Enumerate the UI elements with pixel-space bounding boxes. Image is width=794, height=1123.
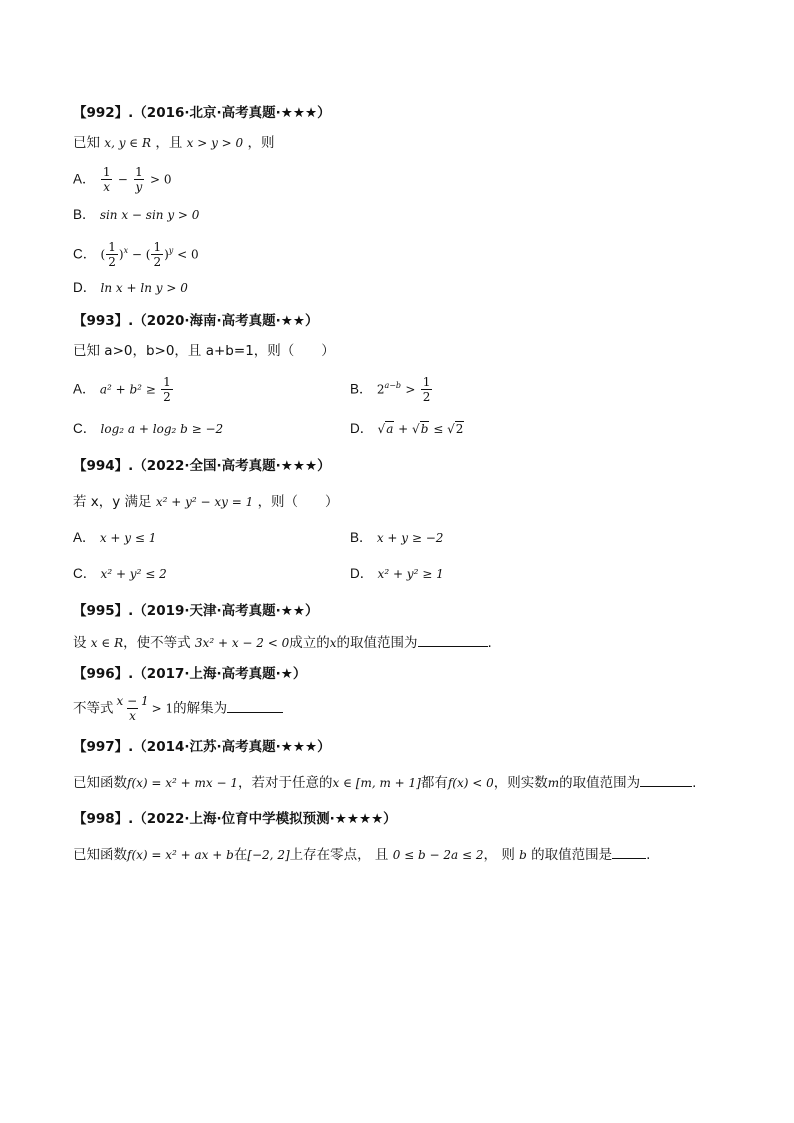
numerator: 1 (102, 165, 111, 179)
question-992-header: 【992】.（2016·北京·高考真题·★★★） (73, 105, 331, 121)
denominator: 2 (163, 390, 171, 404)
numerator: 1 (135, 165, 143, 179)
math-expression: x + y ≥ −2 (376, 531, 444, 545)
option-c (73, 420, 223, 438)
option-label: A． (73, 171, 96, 187)
numerator: 1 (108, 240, 116, 254)
question-994-header: 【994】.（2022·全国·高考真题·★★★） (73, 458, 331, 474)
stem-math: 0 ≤ b − 2a ≤ 2 (392, 848, 484, 862)
stem-math: f(x) = x² + ax + b (127, 848, 234, 862)
question-992-stem (73, 134, 274, 152)
stem-math: x² + y² − xy = 1 (155, 495, 254, 509)
numerator: 1 (153, 240, 162, 254)
math-expression: x² + y² ≤ 2 (100, 567, 167, 581)
option-label: A． (73, 530, 96, 545)
paren: ) (118, 247, 124, 262)
stem-math: f(x) < 0 (447, 776, 494, 790)
question-994-stem (73, 493, 339, 511)
stem-text: 的取值范围为 (559, 775, 641, 791)
math-operator: − (117, 172, 128, 187)
stem-text: ， 则 (483, 847, 515, 863)
paren: ) (164, 247, 169, 262)
sqrt-sign: √ (412, 422, 420, 436)
question-998-stem (73, 846, 650, 864)
exponent: y (168, 246, 174, 255)
option-a (73, 375, 174, 404)
sqrt-sign: √ (377, 422, 386, 436)
stem-math: x (329, 636, 337, 650)
option-d (350, 565, 444, 583)
stem-math: x ∈ [m, m + 1] (332, 776, 421, 790)
math-operator: > (405, 382, 416, 397)
option-c (73, 565, 167, 583)
option-label: B． (350, 381, 373, 397)
option-a (73, 529, 156, 547)
stem-math: m (547, 776, 560, 790)
numerator: 1 (163, 375, 171, 389)
sqrt-radicand: 2 (455, 422, 464, 436)
stem-text: 的取值范围为 (336, 635, 418, 651)
math-expression: a² + b² ≥ (99, 382, 156, 397)
question-996-header: 【996】.（2017·上海·高考真题·★） (73, 666, 307, 682)
stem-math: 3x² + x − 2 < 0 (194, 636, 290, 650)
stem-text: . (487, 635, 492, 651)
fraction (106, 240, 118, 269)
stem-text: ，则实数 (493, 775, 548, 791)
stem-math: x > y > 0 (186, 136, 244, 150)
denominator: y (135, 180, 143, 194)
exponent: x (123, 246, 129, 255)
exponent: a−b (384, 381, 402, 390)
question-993-header: 【993】.（2020·海南·高考真题·★★） (73, 313, 319, 329)
stem-text: ，则 (247, 135, 275, 151)
fraction (151, 240, 163, 269)
fraction (161, 375, 173, 404)
math-base: 2 (376, 382, 385, 397)
stem-text: ，使不等式 (123, 635, 191, 651)
option-b (350, 375, 433, 404)
option-label: C． (73, 566, 97, 581)
stem-text: 设 (73, 635, 87, 651)
question-995-stem (73, 634, 492, 652)
stem-text: 若 x，y 满足 (73, 494, 152, 510)
option-label: C． (73, 246, 97, 262)
denominator: x (103, 180, 111, 194)
option-d (350, 420, 464, 438)
math-expression: < 0 (173, 247, 199, 262)
option-label: C． (73, 421, 97, 436)
stem-text: 不等式 (73, 700, 114, 717)
stem-math: x ∈ R (90, 636, 124, 650)
option-b (350, 529, 443, 547)
fraction (101, 165, 113, 194)
question-998-header: 【998】.（2022·上海·位育中学模拟预测·★★★★） (73, 811, 397, 827)
fraction (421, 375, 433, 404)
fraction (115, 694, 151, 723)
math-expression: > 1 (151, 701, 174, 716)
sqrt-radicand: a (386, 422, 394, 436)
option-label: B． (73, 207, 96, 222)
sqrt-radicand: b (420, 422, 429, 436)
stem-text: 的取值范围是 (531, 847, 613, 863)
answer-blank (640, 774, 692, 787)
question-993-stem: 已知 a>0，b>0，且 a+b=1，则（ ） (73, 343, 335, 359)
stem-text: 已知函数 (73, 847, 127, 863)
math-expression: x + y ≤ 1 (99, 531, 157, 545)
paren: ( (100, 247, 106, 262)
option-a (73, 165, 172, 194)
math-expression: > 0 (150, 172, 172, 187)
stem-text: 已知函数 (73, 775, 127, 791)
math-expression: x² + y² ≥ 1 (377, 567, 444, 581)
question-997-stem (73, 774, 696, 792)
option-c (73, 240, 199, 269)
stem-math: f(x) = x² + mx − 1 (127, 776, 238, 790)
math-expression: sin x − sin y > 0 (99, 208, 200, 222)
denominator: 2 (108, 255, 116, 269)
denominator: 2 (153, 255, 162, 269)
numerator: 1 (422, 375, 431, 389)
option-label: D． (350, 566, 374, 581)
math-operator: + (394, 422, 413, 436)
stem-math: b (519, 848, 527, 862)
stem-text: ，若对于任意的 (237, 775, 333, 791)
fraction (133, 165, 145, 194)
math-operator: ≤ (429, 422, 448, 436)
stem-text: 成立的 (289, 635, 330, 651)
answer-blank (612, 846, 646, 859)
math-expression: ln x + ln y > 0 (100, 281, 188, 295)
denominator: 2 (422, 390, 431, 404)
answer-blank (418, 634, 488, 647)
stem-text: 在 (233, 847, 248, 863)
option-label: A． (73, 381, 96, 397)
option-b (73, 206, 199, 224)
stem-math: [−2, 2] (247, 848, 290, 862)
stem-text: 已知 (73, 135, 100, 151)
sqrt-sign: √ (447, 422, 455, 436)
answer-blank (227, 700, 283, 713)
math-operator: − ( (128, 247, 151, 262)
stem-math: x, y ∈ R (104, 136, 152, 150)
option-label: D． (73, 280, 97, 295)
math-expression: log₂ a + log₂ b ≥ −2 (100, 422, 224, 436)
option-label: D． (350, 421, 374, 436)
question-996-stem (73, 694, 283, 723)
option-d (73, 279, 188, 297)
stem-text: ，则（ ） (257, 494, 339, 510)
stem-text: 上存在零点， 且 (289, 847, 389, 863)
stem-text: ，且 (155, 135, 183, 151)
question-997-header: 【997】.（2014·江苏·高考真题·★★★） (73, 739, 331, 755)
stem-text: 的解集为 (173, 700, 228, 717)
denominator: x (129, 709, 136, 723)
option-label: B． (350, 530, 373, 545)
stem-text: 都有 (420, 775, 448, 791)
stem-text: . (692, 775, 697, 791)
question-995-header: 【995】.（2019·天津·高考真题·★★） (73, 603, 319, 619)
stem-text: . (646, 847, 651, 863)
numerator: x − 1 (116, 694, 149, 708)
